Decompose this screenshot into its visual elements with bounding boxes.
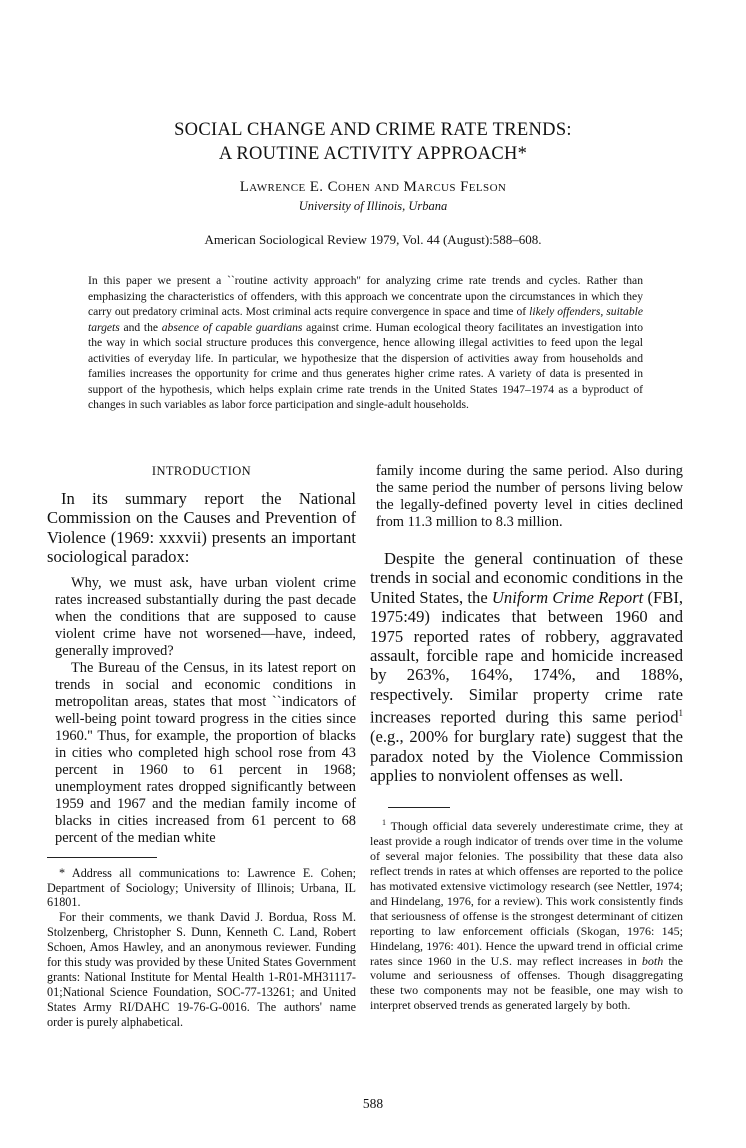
spacer [47,567,356,575]
right-column [370,463,683,1013]
spacer [370,531,683,549]
article-title [0,118,746,166]
abstract [88,273,643,413]
footnote-1 [370,816,683,1013]
footnote-text-part-2: the volume and seriousness of offenses. Though disaggregating these two components may not be feasible, one may wish to interpret observed trends as generated largely by both. [370,953,683,1013]
journal-citation: American Sociological Review 1979, Vol. 44 (August):588–608. [204,232,542,247]
footnote-reference-1: 1 [678,708,683,719]
block-quote-paragraph-2: The Bureau of the Census, in its latest report on trends in social and economic conditions in metropolitan areas, states that most ``indicators of well-being point toward progress in the cities since 1960.'' Thus, for example, the proportion of blacks in cities who completed high school rose from 43 percent in 1960 to 61 percent in 1968; unemployment rates dropped significantly between 1959 and 1967 and the median family income of blacks in cities increased from 61 percent to 68 percent of the median white [55,659,356,846]
body-text-part-3: (e.g., 200% for burglary rate) suggest that the paradox noted by the Violence Commission applies to nonviolent offenses as well. [370,727,683,785]
section-heading-introduction: INTRODUCTION [151,464,252,478]
title-line-2: A ROUTINE ACTIVITY APPROACH* [218,144,528,164]
intro-paragraph: In its summary report the National Commission on the Causes and Prevention of Violence (1969: xxxvii) presents an important sociological paradox: [47,489,356,567]
abstract-part-1: In this paper we present a ``routine activity approach'' for analyzing crime rate trends and cycles. Rather than emphasizing the characteristics of offenders, with this approach we concentrate upon the circumstances in which they carry out predatory criminal acts. Most criminal acts require convergence in space and time of [88,274,643,318]
title-line-1: SOCIAL CHANGE AND CRIME RATE TRENDS: [174,120,572,140]
spacer [370,785,683,807]
left-column [47,463,356,1030]
page-number: 588 [362,1096,384,1111]
author-note-address: * Address all communications to: Lawrence E. Cohen; Department of Sociology; University of Illinois; Urbana, IL 61801. [47,865,356,910]
footnote-text-part-1: Though official data severely underestimate crime, they at least provide a rough indicator of trends over time in the volume of several major felonies. The possibility that these data also reflect trends in rates at which offenses are reported to the police has motivated extensive victimology research (see Nettler, 1974; and Hindelang, 1976, for a review). This work consistently finds that seriousness of offense is the strongest determinant of citizen reporting to law enforcement officials (Skogan, 1976: 145; Hindelang, 1976: 401). Hence the upward trend in official crime rates since 1960 in the U.S. may reflect increases in [370,819,683,968]
footnote-marker-1: 1 [382,818,386,828]
abstract-emphasis-2: absence of capable guardians [161,320,303,334]
block-quote-paragraph-1: Why, we must ask, have urban violent crime rates increased substantially during the past decade when the conditions that are supposed to cause violent crime have not worsened—have, indeed, generally improved? [55,574,356,659]
abstract-emphasis-1: likely offenders, suitable targets [88,305,643,334]
footnote-divider [47,857,157,858]
abstract-part-3: against crime. Human ecological theory facilitates an investigation into the way in which social structure produces this convergence, hence allowing illegal activities to feed upon the legal activities of everyday life. In particular, we hypothesize that the dispersion of activities away from households and families increases the opportunity for crime and thus generates higher crime rates. A variety of data is presented in support of the hypothesis, which helps explain crime rate trends in the United States 1947–1974 as a byproduct of changes in such variables as labor force participation and single-adult households. [88,320,643,411]
author-affiliation: University of Illinois, Urbana [298,199,448,213]
author-note-acknowledgments: For their comments, we thank David J. Bordua, Ross M. Stolzenberg, Christopher S. Dunn, Kenneth C. Land, Robert Schoen, Amos Hawley, and an anonymous reviewer. Funding for this study was provided by these United States Government grants: National Institute for Mental Health 1-R01-MH31117-01;National Science Foundation, SOC-77-13261; and United States Army RI/DAHC 19-76-G-0016. The authors' name order is purely alphabetical. [47,910,356,1029]
body-paragraph-despite [370,549,683,785]
abstract-text [88,273,643,413]
footnote-divider [388,807,450,808]
abstract-part-2: and the [119,320,162,334]
body-text-part-1: Despite the general continuation of these trends in social and economic conditions in the United States, the [370,549,683,607]
block-quote-continuation: family income during the same period. Also during the same period the number of persons living below the legally-defined poverty level in cities declined from 11.3 million to 8.3 million. [376,463,683,530]
author-names: Lawrence E. Cohen and Marcus Felson [239,179,507,195]
body-text-emphasis: Uniform Crime Report [491,587,644,607]
body-text-part-2: (FBI, 1975:49) indicates that between 1960 and 1975 reported rates of robbery, aggravated assault, forcible rape and homicide increased by 263%, 164%, 174%, and 188%, respectively. Similar property crime rate increases reported during this same period [370,587,684,727]
footnote-emphasis: both [641,953,664,968]
